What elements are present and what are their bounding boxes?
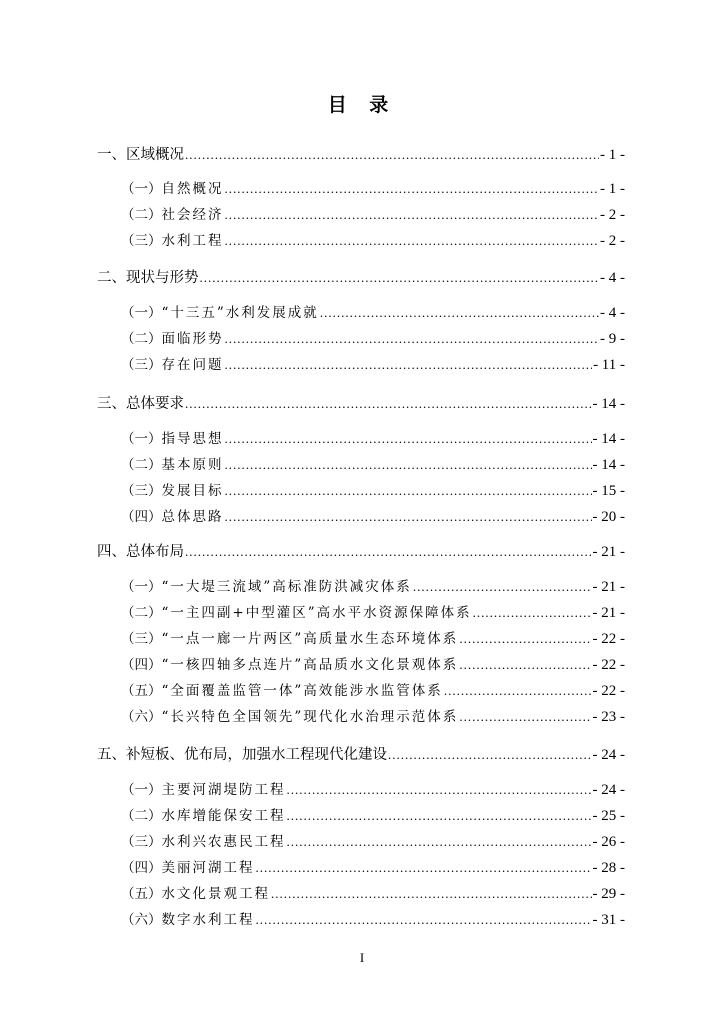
page-number: - 9 -: [600, 331, 625, 347]
item-number: （二）: [121, 457, 162, 473]
page-number: - 4 -: [600, 305, 625, 321]
toc-item[interactable]: [97, 707, 625, 727]
toc-item[interactable]: [97, 231, 625, 251]
item-title: “一核四轴多点连片”高品质水文化景观体系: [161, 657, 459, 673]
toc-item[interactable]: [97, 910, 625, 930]
toc-item[interactable]: [97, 629, 625, 649]
section-title: 区域概况: [126, 147, 184, 163]
toc-section[interactable]: [97, 542, 625, 562]
item-number: （三）: [121, 483, 162, 499]
toc-item[interactable]: [97, 806, 625, 826]
item-number: （二）: [121, 331, 162, 347]
page-number: - 21 -: [592, 605, 625, 621]
page-number: - 2 -: [600, 207, 625, 223]
item-number: （四）: [121, 657, 162, 673]
item-number: （六）: [121, 912, 162, 928]
item-title: 总体思路: [161, 509, 224, 525]
item-title: 水库增能保安工程: [161, 808, 286, 824]
toc-item[interactable]: [97, 481, 625, 501]
toc-item[interactable]: [97, 780, 625, 800]
page-number: - 22 -: [592, 683, 625, 699]
dot-leader: [225, 205, 600, 225]
dot-leader: [225, 455, 592, 475]
section-title: 补短板、优布局，加强水工程现代化建设: [126, 747, 387, 763]
item-title: 存在问题: [161, 357, 224, 373]
page-number: - 2 -: [600, 233, 625, 249]
page-number: - 22 -: [592, 657, 625, 673]
toc-section[interactable]: [97, 145, 625, 165]
dot-leader: [225, 429, 592, 449]
dot-leader: [287, 780, 592, 800]
toc-item[interactable]: [97, 303, 625, 323]
dot-leader: [200, 268, 600, 288]
dot-leader: [256, 910, 592, 930]
item-number: （六）: [121, 709, 162, 725]
dot-leader: [185, 394, 592, 414]
item-title: 面临形势: [161, 331, 224, 347]
dot-leader: [225, 507, 592, 527]
dot-leader: [225, 329, 600, 349]
item-number: （一）: [121, 305, 162, 321]
item-title: 美丽河湖工程: [161, 860, 255, 876]
toc-item[interactable]: [97, 858, 625, 878]
dot-leader: [185, 542, 592, 562]
toc-section[interactable]: [97, 268, 625, 288]
dot-leader: [444, 681, 592, 701]
section-number: 五、: [97, 747, 126, 763]
page-number: - 15 -: [592, 483, 625, 499]
section-number: 一、: [97, 147, 126, 163]
item-title: “一主四副+中型灌区”高水平水资源保障体系: [161, 605, 472, 621]
dot-leader: [413, 577, 592, 597]
item-title: “全面覆盖监管一体”高效能涉水监管体系: [161, 683, 443, 699]
toc-item[interactable]: [97, 329, 625, 349]
page-number: - 14 -: [592, 396, 625, 412]
page-number: - 26 -: [592, 834, 625, 850]
item-number: （四）: [121, 860, 162, 876]
toc-section[interactable]: [97, 745, 625, 765]
toc-item[interactable]: [97, 179, 625, 199]
dot-leader: [388, 745, 592, 765]
page-number: - 24 -: [592, 747, 625, 763]
section-number: 四、: [97, 544, 126, 560]
dot-leader: [256, 858, 592, 878]
page-number: - 29 -: [592, 886, 625, 902]
dot-leader: [185, 145, 599, 165]
item-number: （三）: [121, 233, 162, 249]
item-number: （三）: [121, 631, 162, 647]
item-title: 水利工程: [161, 233, 224, 249]
item-title: 发展目标: [161, 483, 224, 499]
item-title: 指导思想: [161, 431, 224, 447]
footer-page-number: I: [359, 950, 365, 965]
item-title: “一大堤三流域”高标准防洪减灾体系: [161, 579, 412, 595]
toc-item[interactable]: [97, 507, 625, 527]
dot-leader: [271, 884, 592, 904]
dot-leader: [225, 355, 593, 375]
toc-item[interactable]: [97, 429, 625, 449]
item-title: 数字水利工程: [161, 912, 255, 928]
item-title: 水文化景观工程: [161, 886, 270, 902]
section-title: 总体要求: [126, 396, 184, 412]
page-number: - 21 -: [592, 579, 625, 595]
section-number: 三、: [97, 396, 126, 412]
item-number: （四）: [121, 509, 162, 525]
dot-leader: [287, 806, 592, 826]
item-number: （五）: [121, 683, 162, 699]
item-number: （一）: [121, 181, 162, 197]
toc-item[interactable]: [97, 655, 625, 675]
toc-item[interactable]: [97, 603, 625, 623]
item-title: “一点一廊一片两区”高质量水生态环境体系: [161, 631, 459, 647]
page-number: - 21 -: [592, 544, 625, 560]
toc-title: 目 录: [327, 94, 397, 116]
item-number: （一）: [121, 579, 162, 595]
dot-leader: [459, 707, 591, 727]
item-number: （三）: [121, 357, 162, 373]
section-title: 总体布局: [126, 544, 184, 560]
page-number: - 31 -: [592, 912, 625, 928]
item-number: （二）: [121, 207, 162, 223]
item-title: 基本原则: [161, 457, 224, 473]
page-number: - 1 -: [600, 181, 625, 197]
page-number: - 4 -: [600, 270, 625, 286]
item-title: 自然概况: [161, 181, 224, 197]
item-number: （三）: [121, 834, 162, 850]
section-title: 现状与形势: [126, 270, 199, 286]
page-number: - 23 -: [592, 709, 625, 725]
page-number: - 22 -: [592, 631, 625, 647]
item-title: 主要河湖堤防工程: [161, 782, 286, 798]
toc-item[interactable]: [97, 455, 625, 475]
section-number: 二、: [97, 270, 126, 286]
page-number: - 11 -: [593, 357, 625, 373]
item-number: （一）: [121, 782, 162, 798]
toc-item[interactable]: [97, 355, 625, 375]
toc-item[interactable]: [97, 681, 625, 701]
item-number: （五）: [121, 886, 162, 902]
item-title: “十三五”水利发展成就: [161, 305, 319, 321]
page-number: - 25 -: [592, 808, 625, 824]
toc-item[interactable]: [97, 205, 625, 225]
page-number: - 24 -: [592, 782, 625, 798]
dot-leader: [459, 655, 591, 675]
toc-section[interactable]: [97, 394, 625, 414]
dot-leader: [320, 303, 599, 323]
page-number: - 14 -: [592, 431, 625, 447]
page-number: - 14 -: [592, 457, 625, 473]
item-number: （二）: [121, 808, 162, 824]
item-number: （二）: [121, 605, 162, 621]
dot-leader: [225, 231, 600, 251]
toc-item[interactable]: [97, 884, 625, 904]
item-number: （一）: [121, 431, 162, 447]
toc-item[interactable]: [97, 832, 625, 852]
dot-leader: [473, 603, 592, 623]
toc-item[interactable]: [97, 577, 625, 597]
page-number: - 20 -: [592, 509, 625, 525]
dot-leader: [225, 179, 600, 199]
item-title: 社会经济: [161, 207, 224, 223]
page-number: - 1 -: [600, 147, 625, 163]
dot-leader: [459, 629, 591, 649]
page-number: - 28 -: [592, 860, 625, 876]
dot-leader: [225, 481, 592, 501]
dot-leader: [287, 832, 592, 852]
item-title: 水利兴农惠民工程: [161, 834, 286, 850]
item-title: “长兴特色全国领先”现代化水治理示范体系: [161, 709, 459, 725]
